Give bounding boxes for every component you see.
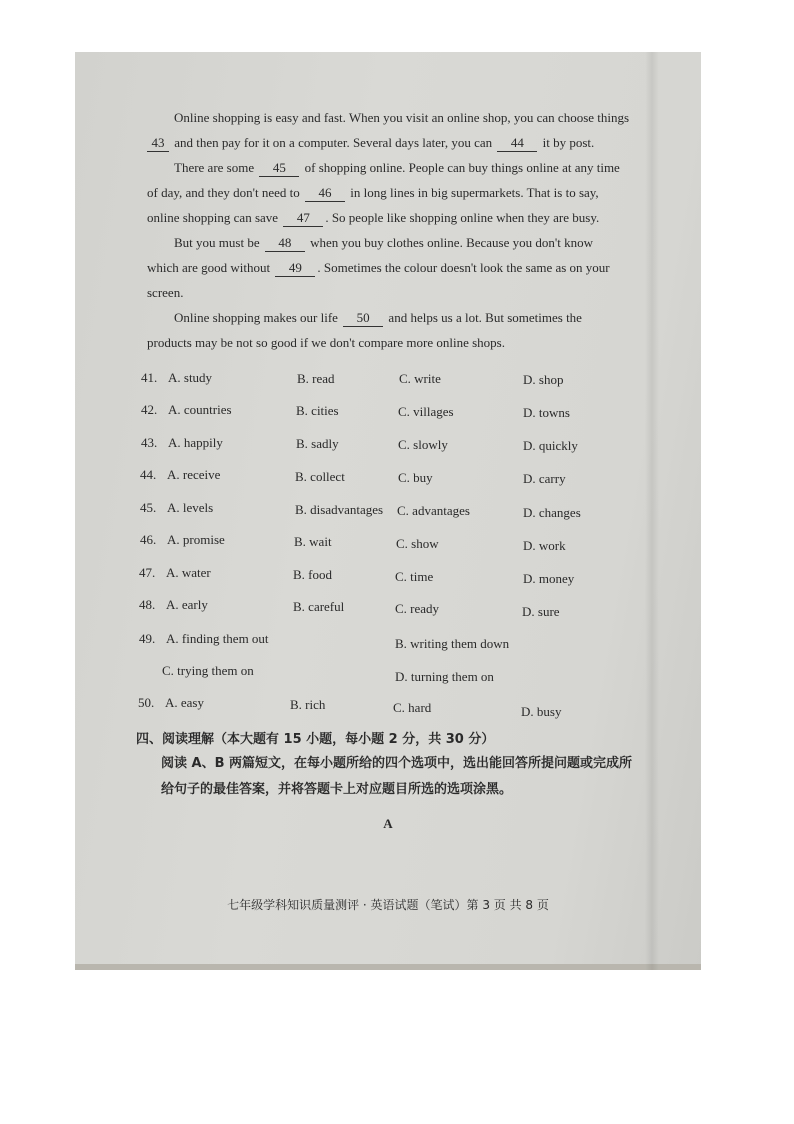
section-instructions: 给句子的最佳答案，并将答题卡上对应题目所选的选项涂黑。 <box>161 782 513 797</box>
question-47-number: 47. <box>139 565 156 580</box>
option-c: C. slowly <box>398 437 448 452</box>
option-d: D. changes <box>523 505 581 520</box>
option-c: C. advantages <box>397 503 470 518</box>
option-a: A. early <box>166 597 208 612</box>
option-d: D. busy <box>521 704 562 719</box>
option-c: C. write <box>399 371 441 386</box>
passage-line: 43 and then pay for it on a computer. Several days later, you can 44 it by post. <box>147 130 629 155</box>
paper-edge <box>75 964 701 970</box>
option-d: D. sure <box>522 604 560 619</box>
option-d: D. shop <box>523 372 564 387</box>
option-b: B. careful <box>293 599 345 614</box>
section-instructions: 阅读 A、B 两篇短文，在每小题所给的四个选项中，选出能回答所提问题或完成所 <box>161 756 633 771</box>
question-41-number: 41. <box>141 370 158 385</box>
option-c: C. buy <box>398 470 433 485</box>
option-b: B. wait <box>294 534 332 549</box>
option-b: B. disadvantages <box>295 502 384 517</box>
option-a: A. receive <box>167 467 221 482</box>
option-d: D. quickly <box>523 438 578 453</box>
passage-line: which are good without 49 . Sometimes the colour doesn't look the same as on your <box>147 260 610 275</box>
option-a: A. countries <box>168 402 232 417</box>
option-b: B. rich <box>290 697 326 712</box>
blank-48: 48 <box>265 235 305 252</box>
option-c: C. hard <box>393 700 432 715</box>
passage-line: Online shopping is easy and fast. When you visit an online shop, you can choose things <box>174 110 630 125</box>
option-a: A. finding them out <box>166 631 269 646</box>
passage-line: of day, and they don't need to 46 in long lines in big supermarkets. That is to say, <box>147 185 599 200</box>
option-b: B. read <box>297 371 335 386</box>
question-50-number: 50. <box>138 695 155 710</box>
blank-43: 43 <box>147 135 169 152</box>
option-b: B. writing them down <box>395 636 510 651</box>
option-b: B. food <box>293 567 332 582</box>
option-b: B. sadly <box>296 436 339 451</box>
passage-line: products may be not so good if we don't compare more online shops. <box>147 335 505 350</box>
passage-line: But you must be 48 when you buy clothes online. Because you don't know <box>174 235 593 250</box>
option-a: A. promise <box>167 532 225 547</box>
option-d: D. towns <box>523 405 570 420</box>
option-c: C. villages <box>398 404 454 419</box>
question-48-number: 48. <box>139 597 156 612</box>
question-46-number: 46. <box>140 532 157 547</box>
blank-47: 47 <box>283 210 323 227</box>
option-b: B. cities <box>296 403 339 418</box>
passage-line: There are some 45 of shopping online. People can buy things online at any time <box>174 160 620 175</box>
option-d: D. money <box>523 571 575 586</box>
blank-50: 50 <box>343 310 383 327</box>
option-c: C. ready <box>395 601 440 616</box>
document-photo <box>75 52 701 970</box>
page-footer: 七年级学科知识质量测评 · 英语试题（笔试）第 3 页 共 8 页 <box>227 898 549 912</box>
option-a: A. happily <box>168 435 223 450</box>
option-b: B. collect <box>295 469 345 484</box>
question-44-number: 44. <box>140 467 157 482</box>
question-43-number: 43. <box>141 435 158 450</box>
option-a: A. water <box>166 565 211 580</box>
passage-line: online shopping can save 47 . So people like shopping online when they are busy. <box>147 210 600 225</box>
option-a: A. study <box>168 370 213 385</box>
question-49-number: 49. <box>139 631 156 646</box>
option-c: C. trying them on <box>162 663 254 678</box>
passage-label: A <box>383 816 393 831</box>
option-a: A. easy <box>165 695 204 710</box>
option-a: A. levels <box>167 500 214 515</box>
passage-line: Online shopping makes our life 50 and helps us a lot. But sometimes the <box>174 310 582 325</box>
option-c: C. show <box>396 536 439 551</box>
blank-44: 44 <box>497 135 537 152</box>
blank-45: 45 <box>259 160 299 177</box>
question-42-number: 42. <box>141 402 158 417</box>
question-45-number: 45. <box>140 500 157 515</box>
option-c: C. time <box>395 569 434 584</box>
section-heading: 四、阅读理解（本大题有 15 小题，每小题 2 分，共 30 分） <box>136 732 495 747</box>
blank-49: 49 <box>275 260 315 277</box>
blank-46: 46 <box>305 185 345 202</box>
option-d: D. carry <box>523 471 566 486</box>
option-d: D. turning them on <box>395 669 494 684</box>
option-d: D. work <box>523 538 566 553</box>
passage-line: screen. <box>147 285 184 300</box>
passage <box>147 105 629 355</box>
